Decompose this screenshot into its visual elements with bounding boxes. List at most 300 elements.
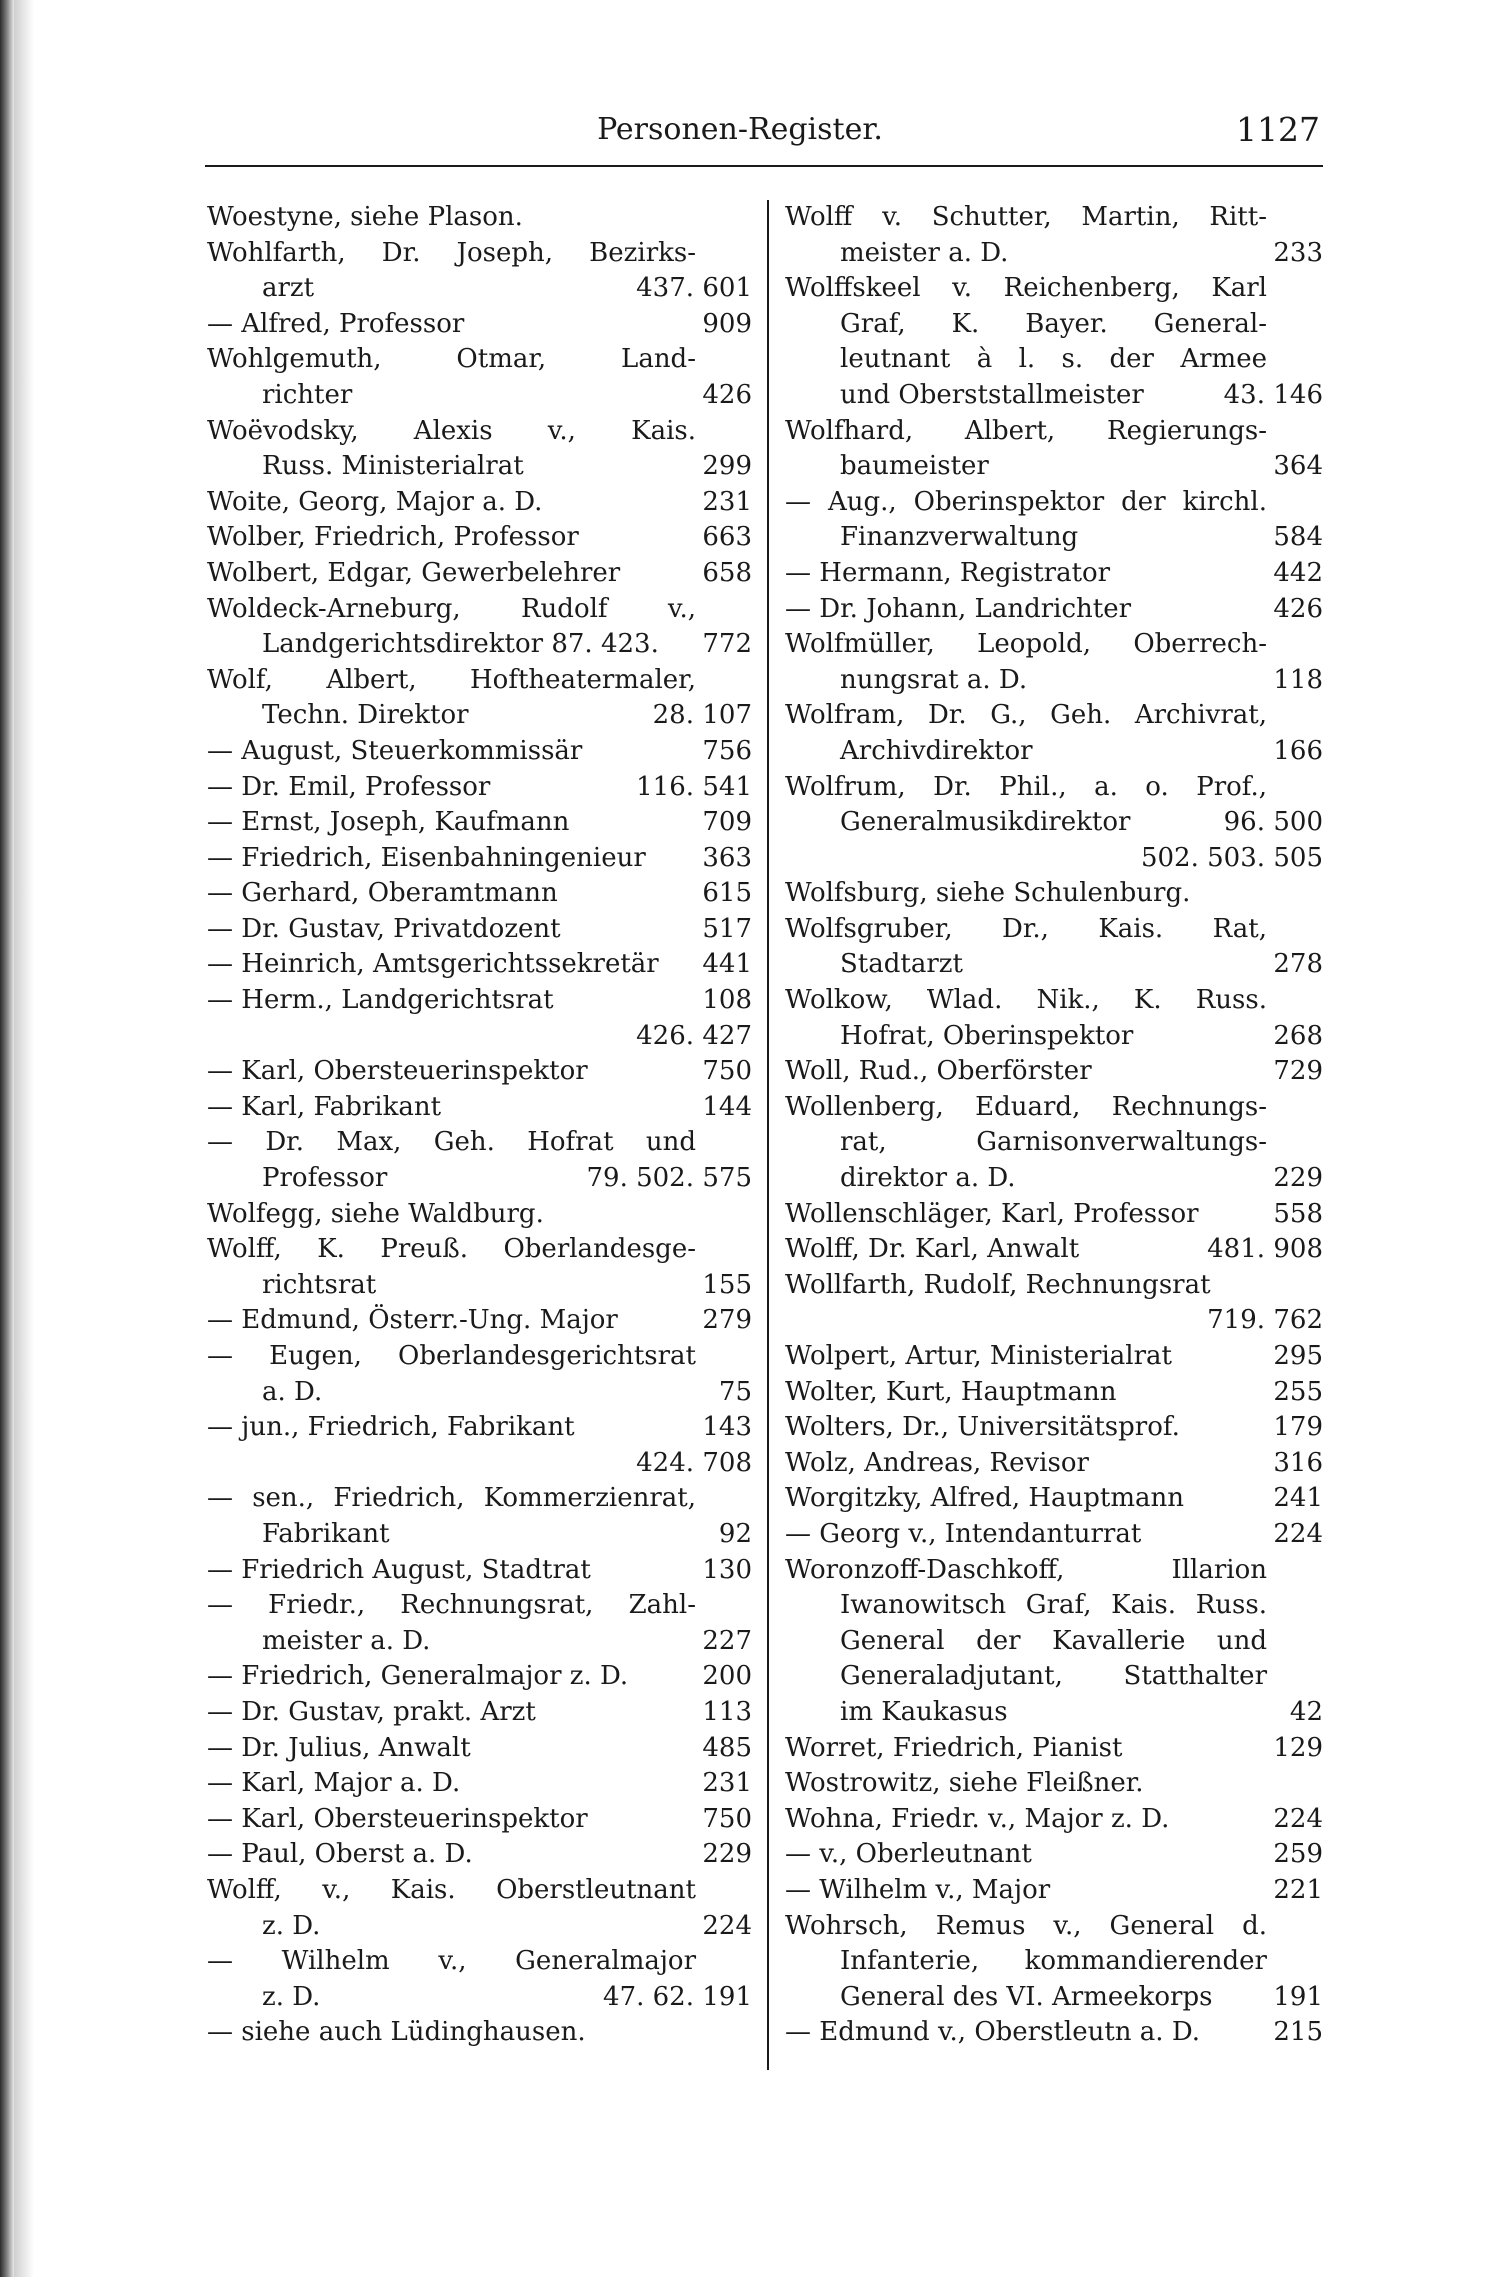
entry-name: Wolff, v., Kais. Oberstleutnant bbox=[207, 1874, 696, 1905]
entry-continuation: richtsrat bbox=[262, 1269, 377, 1300]
entry-name: Wollfarth, Rudolf, Rechnungsrat bbox=[785, 1269, 1211, 1300]
entry-line bbox=[207, 1909, 752, 1945]
entry-continuation: richter bbox=[262, 379, 353, 410]
entry-line bbox=[785, 770, 1323, 806]
register-entry bbox=[207, 912, 752, 948]
entry-page: 130 bbox=[702, 1554, 752, 1585]
register-entry bbox=[207, 1873, 752, 1944]
register-entry bbox=[207, 592, 752, 663]
entry-line bbox=[785, 271, 1323, 307]
entry-page: 221 bbox=[1273, 1874, 1323, 1905]
entry-name: — Ernst, Joseph, Kaufmann bbox=[207, 807, 570, 838]
entry-page: 295 bbox=[1273, 1341, 1323, 1371]
entry-line bbox=[785, 1766, 1323, 1802]
entry-line bbox=[785, 841, 1323, 877]
entry-continuation: General des VI. Armeekorps bbox=[840, 1981, 1213, 2012]
register-entry bbox=[785, 1090, 1323, 1197]
entry-name: — Wilhelm v., Generalmajor bbox=[207, 1946, 696, 1977]
entry-name: Wolters, Dr., Universitätsprof. bbox=[785, 1412, 1180, 1443]
entry-line bbox=[207, 2015, 752, 2051]
register-entry bbox=[207, 1553, 752, 1589]
entry-line bbox=[785, 1624, 1323, 1660]
entry-name: — v., Oberleutnant bbox=[785, 1839, 1032, 1870]
entry-page: 558 bbox=[1273, 1198, 1323, 1229]
entry-continuation: direktor a. D. bbox=[840, 1163, 1016, 1194]
entry-page: 708 bbox=[702, 1447, 752, 1478]
running-head-title: Personen-Register. bbox=[597, 112, 883, 147]
entry-name: Wolter, Kurt, Hauptmann bbox=[785, 1376, 1117, 1407]
register-entry bbox=[207, 734, 752, 770]
register-entry bbox=[207, 1090, 752, 1126]
entry-page-refs: 28. bbox=[652, 700, 694, 731]
entry-name: Wolpert, Artur, Ministerialrat bbox=[785, 1341, 1172, 1371]
entry-page: 729 bbox=[1273, 1056, 1323, 1087]
register-entry bbox=[207, 307, 752, 343]
entry-page: 108 bbox=[702, 985, 752, 1016]
entry-name: — Wilhelm v., Major bbox=[785, 1874, 1051, 1905]
entry-page-refs: 502. 503. bbox=[1140, 842, 1265, 873]
register-entry bbox=[207, 1054, 752, 1090]
register-entry bbox=[207, 520, 752, 556]
entry-name: Woëvodsky, Alexis v., Kais. bbox=[207, 415, 696, 446]
entry-line bbox=[207, 1339, 752, 1375]
entry-page-refs: 424. bbox=[636, 1447, 694, 1478]
entry-line bbox=[207, 414, 752, 450]
entry-continuation: Hofrat, Oberinspektor bbox=[840, 1020, 1134, 1051]
entry-continuation: Iwanowitsch Graf, Kais. Russ. bbox=[840, 1590, 1267, 1621]
entry-line bbox=[785, 449, 1323, 485]
entry-page: 485 bbox=[702, 1732, 752, 1763]
entry-page: 113 bbox=[702, 1696, 752, 1727]
right-column bbox=[785, 200, 1323, 2051]
entry-line bbox=[785, 1731, 1323, 1767]
left-column bbox=[207, 200, 752, 2051]
entry-line bbox=[785, 1553, 1323, 1589]
entry-page: 750 bbox=[702, 1803, 752, 1834]
entry-line bbox=[785, 1446, 1323, 1482]
entry-continuation: Generaladjutant, Statthalter bbox=[840, 1661, 1267, 1692]
entry-line bbox=[785, 200, 1323, 236]
register-entry bbox=[785, 1837, 1323, 1873]
entry-line bbox=[785, 1837, 1323, 1873]
entry-name: — Dr. Julius, Anwalt bbox=[207, 1732, 471, 1763]
entry-page-refs: 43. bbox=[1223, 379, 1265, 410]
entry-name: — sen., Friedrich, Kommerzienrat, bbox=[207, 1483, 696, 1514]
entry-line bbox=[785, 947, 1323, 983]
register-entry bbox=[207, 1339, 752, 1410]
entry-line bbox=[207, 1695, 752, 1731]
entry-name: — Friedr., Rechnungsrat, Zahl- bbox=[207, 1590, 696, 1621]
entry-line bbox=[207, 1232, 752, 1268]
entry-name: — Friedrich August, Stadtrat bbox=[207, 1554, 591, 1585]
entry-line bbox=[785, 520, 1323, 556]
entry-continuation: General der Kavallerie und bbox=[840, 1625, 1267, 1656]
entry-name: Woldeck-Arneburg, Rudolf v., bbox=[207, 593, 696, 624]
register-entry bbox=[207, 983, 752, 1054]
entry-line bbox=[207, 1410, 752, 1446]
entry-continuation: rat, Garnisonverwaltungs- bbox=[840, 1127, 1267, 1158]
entry-page: 166 bbox=[1273, 735, 1323, 766]
entry-page: 363 bbox=[702, 842, 752, 873]
entry-page-refs: 96. bbox=[1223, 807, 1265, 838]
entry-name: Wollenschläger, Karl, Professor bbox=[785, 1198, 1199, 1229]
entry-line bbox=[207, 1624, 752, 1660]
entry-name: Woite, Georg, Major a. D. bbox=[207, 486, 543, 517]
entry-name: — Alfred, Professor bbox=[207, 308, 465, 339]
register-entry bbox=[785, 1517, 1323, 1553]
entry-page: 615 bbox=[702, 878, 752, 909]
entry-line bbox=[785, 1375, 1323, 1411]
entry-page: 426 bbox=[1273, 593, 1323, 624]
entry-line bbox=[785, 1517, 1323, 1553]
register-entry bbox=[785, 1909, 1323, 2016]
entry-name: Wolffskeel v. Reichenberg, Karl bbox=[785, 273, 1267, 304]
entry-name: — Dr. Gustav, prakt. Arzt bbox=[207, 1696, 536, 1727]
entry-line bbox=[207, 1766, 752, 1802]
register-entry bbox=[207, 342, 752, 413]
entry-name: — Aug., Oberinspektor der kirchl. bbox=[785, 486, 1267, 517]
entry-line bbox=[785, 485, 1323, 521]
entry-name: — Dr. Emil, Professor bbox=[207, 771, 491, 802]
entry-line bbox=[785, 1944, 1323, 1980]
entry-page: 143 bbox=[702, 1412, 752, 1443]
entry-line bbox=[207, 876, 752, 912]
entry-continuation: a. D. bbox=[262, 1376, 323, 1407]
register-entry bbox=[207, 236, 752, 307]
entry-name: — Karl, Obersteuerinspektor bbox=[207, 1803, 588, 1834]
register-entry bbox=[207, 1944, 752, 2015]
entry-name: Worgitzky, Alfred, Hauptmann bbox=[785, 1483, 1185, 1514]
entry-continuation: z. D. bbox=[262, 1910, 321, 1941]
entry-line bbox=[785, 307, 1323, 343]
entry-line bbox=[785, 1125, 1323, 1161]
entry-page: 92 bbox=[718, 1518, 752, 1549]
register-entry bbox=[207, 1766, 752, 1802]
entry-page: 191 bbox=[1273, 1981, 1323, 2012]
entry-page: 229 bbox=[702, 1839, 752, 1870]
register-entry bbox=[785, 698, 1323, 769]
entry-page: 762 bbox=[1273, 1305, 1323, 1336]
register-entry bbox=[207, 1731, 752, 1767]
entry-name: Wolff v. Schutter, Martin, Ritt- bbox=[785, 202, 1267, 232]
entry-name: Wolfsgruber, Dr., Kais. Rat, bbox=[785, 913, 1267, 944]
entry-line bbox=[785, 592, 1323, 628]
entry-name: Wohna, Friedr. v., Major z. D. bbox=[785, 1803, 1170, 1834]
entry-line bbox=[207, 520, 752, 556]
register-entry bbox=[207, 1303, 752, 1339]
entry-page: 709 bbox=[702, 807, 752, 838]
entry-name: Wolber, Friedrich, Professor bbox=[207, 522, 579, 553]
entry-name: — Eugen, Oberlandesgerichtsrat bbox=[207, 1341, 696, 1371]
entry-line bbox=[785, 1019, 1323, 1055]
entry-line bbox=[785, 1232, 1323, 1268]
entry-continuation: baumeister bbox=[840, 451, 989, 482]
entry-name: Wolkow, Wlad. Nik., K. Russ. bbox=[785, 985, 1267, 1016]
register-entry bbox=[207, 1481, 752, 1552]
register-entry bbox=[207, 2015, 752, 2051]
entry-page: 500 bbox=[1273, 807, 1323, 838]
entry-line bbox=[207, 663, 752, 699]
entry-line bbox=[207, 342, 752, 378]
book-binding-edge bbox=[0, 0, 14, 2277]
entry-name: Worret, Friedrich, Pianist bbox=[785, 1732, 1123, 1763]
entry-line bbox=[785, 556, 1323, 592]
register-entry bbox=[785, 1410, 1323, 1446]
entry-page-refs: 47. 62. bbox=[603, 1981, 694, 2012]
entry-name: — Georg v., Intendanturrat bbox=[785, 1518, 1142, 1549]
register-entry bbox=[207, 947, 752, 983]
entry-page: 278 bbox=[1273, 949, 1323, 980]
entry-line bbox=[785, 1197, 1323, 1233]
register-entry bbox=[785, 876, 1323, 912]
entry-line bbox=[207, 236, 752, 272]
register-entry bbox=[207, 1837, 752, 1873]
entry-line bbox=[207, 200, 752, 236]
entry-page: 279 bbox=[702, 1305, 752, 1336]
entry-line bbox=[207, 1659, 752, 1695]
register-entry bbox=[785, 983, 1323, 1054]
register-entry bbox=[207, 770, 752, 806]
entry-name: Wolfhard, Albert, Regierungs- bbox=[785, 415, 1267, 446]
register-entry bbox=[207, 663, 752, 734]
entry-name: — Gerhard, Oberamtmann bbox=[207, 878, 558, 909]
entry-line bbox=[207, 449, 752, 485]
entry-line bbox=[207, 1873, 752, 1909]
entry-continuation: und Oberststallmeister bbox=[840, 379, 1144, 410]
entry-page-refs: 426. bbox=[636, 1020, 694, 1051]
entry-continuation: nungsrat a. D. bbox=[840, 664, 1028, 695]
register-entry bbox=[785, 1731, 1323, 1767]
entry-page: 233 bbox=[1273, 237, 1323, 268]
entry-name: — Paul, Oberst a. D. bbox=[207, 1839, 473, 1870]
entry-line bbox=[207, 271, 752, 307]
entry-line bbox=[207, 592, 752, 628]
register-entry bbox=[785, 485, 1323, 556]
register-entry bbox=[207, 414, 752, 485]
entry-name: — Dr. Gustav, Privatdozent bbox=[207, 913, 561, 944]
register-entry bbox=[785, 627, 1323, 698]
entry-name: Wolfsburg, siehe Schulenburg. bbox=[785, 878, 1191, 909]
entry-name: — August, Steuerkommissär bbox=[207, 735, 583, 766]
entry-page: 316 bbox=[1273, 1447, 1323, 1478]
entry-line bbox=[785, 1873, 1323, 1909]
entry-line bbox=[785, 1659, 1323, 1695]
entry-line bbox=[207, 983, 752, 1019]
register-entry bbox=[785, 1446, 1323, 1482]
entry-line bbox=[785, 1339, 1323, 1375]
entry-page: 75 bbox=[718, 1376, 752, 1407]
entry-line bbox=[207, 1446, 752, 1482]
entry-page: 129 bbox=[1273, 1732, 1323, 1763]
register-entry bbox=[207, 485, 752, 521]
entry-name: Wolbert, Edgar, Gewerbelehrer bbox=[207, 557, 621, 588]
entry-continuation: Graf, K. Bayer. General- bbox=[840, 308, 1267, 339]
entry-continuation: z. D. bbox=[262, 1981, 321, 2012]
entry-page: 118 bbox=[1273, 664, 1323, 695]
entry-continuation: Techn. Direktor bbox=[262, 700, 469, 731]
entry-name: Woll, Rud., Oberförster bbox=[785, 1056, 1092, 1087]
register-entry bbox=[785, 1054, 1323, 1090]
entry-line bbox=[785, 414, 1323, 450]
entry-line bbox=[207, 805, 752, 841]
entry-name: Wolfram, Dr. G., Geh. Archivrat, bbox=[785, 700, 1267, 731]
entry-page: 750 bbox=[702, 1056, 752, 1087]
entry-line bbox=[785, 1303, 1323, 1339]
register-entry bbox=[785, 200, 1323, 271]
entry-line bbox=[207, 1197, 752, 1233]
entry-name: Woronzoff-Daschkoff, Illarion bbox=[785, 1554, 1267, 1585]
entry-page: 259 bbox=[1273, 1839, 1323, 1870]
entry-line bbox=[785, 1090, 1323, 1126]
entry-page-refs: 116. bbox=[636, 771, 694, 802]
entry-line bbox=[207, 1980, 752, 2016]
entry-page: 601 bbox=[702, 273, 752, 304]
entry-name: Wohlgemuth, Otmar, Land- bbox=[207, 344, 696, 375]
entry-continuation: Landgerichtsdirektor 87. 423. bbox=[262, 629, 659, 660]
entry-line bbox=[207, 1517, 752, 1553]
page-number: 1127 bbox=[1236, 110, 1320, 149]
entry-line bbox=[785, 734, 1323, 770]
entry-name: — Edmund v., Oberstleutn a. D. bbox=[785, 2017, 1201, 2048]
entry-line bbox=[785, 1980, 1323, 2016]
entry-continuation: meister a. D. bbox=[262, 1625, 431, 1656]
entry-page: 908 bbox=[1273, 1234, 1323, 1265]
entry-name: — Dr. Max, Geh. Hofrat und bbox=[207, 1127, 696, 1158]
entry-line bbox=[785, 1695, 1323, 1731]
entry-line bbox=[207, 1553, 752, 1589]
register-entry bbox=[785, 271, 1323, 413]
entry-page: 255 bbox=[1273, 1376, 1323, 1407]
entry-line bbox=[207, 1303, 752, 1339]
entry-line bbox=[785, 342, 1323, 378]
column-divider bbox=[767, 200, 769, 2070]
entry-line bbox=[785, 663, 1323, 699]
register-entry bbox=[207, 1197, 752, 1233]
entry-continuation: arzt bbox=[262, 273, 315, 304]
register-entry bbox=[785, 556, 1323, 592]
register-entry bbox=[785, 1268, 1323, 1339]
entry-line bbox=[785, 1054, 1323, 1090]
entry-continuation: im Kaukasus bbox=[840, 1696, 1008, 1727]
entry-line bbox=[207, 1161, 752, 1197]
entry-name: Wolf, Albert, Hoftheatermaler, bbox=[207, 664, 696, 695]
entry-page: 229 bbox=[1273, 1163, 1323, 1194]
register-entry bbox=[785, 1232, 1323, 1268]
entry-page: 227 bbox=[702, 1625, 752, 1656]
entry-continuation: Fabrikant bbox=[262, 1518, 390, 1549]
entry-line bbox=[207, 947, 752, 983]
entry-line bbox=[207, 1375, 752, 1411]
entry-page: 231 bbox=[702, 1768, 752, 1799]
register-entry bbox=[207, 1695, 752, 1731]
entry-page: 909 bbox=[702, 308, 752, 339]
entry-page: 541 bbox=[702, 771, 752, 802]
register-entry bbox=[785, 1339, 1323, 1375]
header-rule bbox=[205, 165, 1323, 167]
entry-line bbox=[785, 2015, 1323, 2051]
entry-line bbox=[207, 1090, 752, 1126]
entry-page: 155 bbox=[702, 1269, 752, 1300]
entry-line bbox=[207, 1802, 752, 1838]
entry-line bbox=[785, 698, 1323, 734]
entry-page: 364 bbox=[1273, 451, 1323, 482]
register-entry bbox=[207, 876, 752, 912]
entry-page: 224 bbox=[1273, 1803, 1323, 1834]
entry-page: 772 bbox=[702, 629, 752, 660]
entry-name: Wohrsch, Remus v., General d. bbox=[785, 1910, 1267, 1941]
register-entry bbox=[207, 805, 752, 841]
entry-line bbox=[207, 556, 752, 592]
entry-page: 584 bbox=[1273, 522, 1323, 553]
entry-line bbox=[207, 1019, 752, 1055]
entry-line bbox=[207, 1588, 752, 1624]
entry-line bbox=[207, 1837, 752, 1873]
register-entry bbox=[785, 1197, 1323, 1233]
entry-name: — Karl, Fabrikant bbox=[207, 1091, 442, 1122]
register-entry bbox=[785, 592, 1323, 628]
entry-page: 575 bbox=[702, 1163, 752, 1194]
entry-page: 268 bbox=[1273, 1020, 1323, 1051]
register-entry bbox=[207, 1410, 752, 1481]
entry-line bbox=[785, 983, 1323, 1019]
entry-continuation: Stadtarzt bbox=[840, 949, 963, 980]
entry-continuation: Infanterie, kommandierender bbox=[840, 1946, 1267, 1977]
entry-name: — Edmund, Österr.-Ung. Major bbox=[207, 1305, 618, 1336]
entry-line bbox=[785, 912, 1323, 948]
entry-page: 241 bbox=[1273, 1483, 1323, 1514]
entry-name: Wolfmüller, Leopold, Oberrech- bbox=[785, 629, 1267, 660]
entry-page: 231 bbox=[702, 486, 752, 517]
entry-continuation: Finanzverwaltung bbox=[840, 522, 1079, 553]
entry-line bbox=[785, 876, 1323, 912]
entry-line bbox=[785, 1909, 1323, 1945]
register-entry bbox=[785, 2015, 1323, 2051]
entry-page: 144 bbox=[702, 1091, 752, 1122]
register-entry bbox=[207, 1659, 752, 1695]
entry-page: 42 bbox=[1289, 1696, 1323, 1727]
register-entry bbox=[207, 841, 752, 877]
register-entry bbox=[207, 556, 752, 592]
entry-line bbox=[207, 627, 752, 663]
entry-name: — Hermann, Registrator bbox=[785, 557, 1111, 588]
entry-line bbox=[207, 485, 752, 521]
entry-page: 427 bbox=[702, 1020, 752, 1051]
entry-line bbox=[207, 1054, 752, 1090]
entry-line bbox=[207, 307, 752, 343]
register-entry bbox=[785, 1481, 1323, 1517]
entry-page-refs: 719. bbox=[1207, 1305, 1265, 1336]
register-entry bbox=[785, 1802, 1323, 1838]
entry-continuation: Generalmusikdirektor bbox=[840, 807, 1131, 838]
entry-page: 663 bbox=[702, 522, 752, 553]
entry-name: Wollenberg, Eduard, Rechnungs- bbox=[785, 1091, 1267, 1122]
entry-page: 215 bbox=[1273, 2017, 1323, 2048]
entry-name: Wolfrum, Dr. Phil., a. o. Prof., bbox=[785, 771, 1267, 802]
entry-page-refs: 481. bbox=[1207, 1234, 1265, 1265]
register-entry bbox=[207, 1125, 752, 1196]
entry-line bbox=[207, 770, 752, 806]
entry-line bbox=[785, 1161, 1323, 1197]
entry-page: 426 bbox=[702, 379, 752, 410]
entry-page: 442 bbox=[1273, 557, 1323, 588]
binding-shadow bbox=[14, 0, 34, 2277]
entry-line bbox=[207, 841, 752, 877]
entry-continuation: Professor bbox=[262, 1163, 388, 1194]
entry-name: Wohlfarth, Dr. Joseph, Bezirks- bbox=[207, 237, 696, 268]
entry-line bbox=[207, 698, 752, 734]
entry-page-refs: 79. 502. bbox=[586, 1163, 694, 1194]
entry-line bbox=[785, 1268, 1323, 1304]
